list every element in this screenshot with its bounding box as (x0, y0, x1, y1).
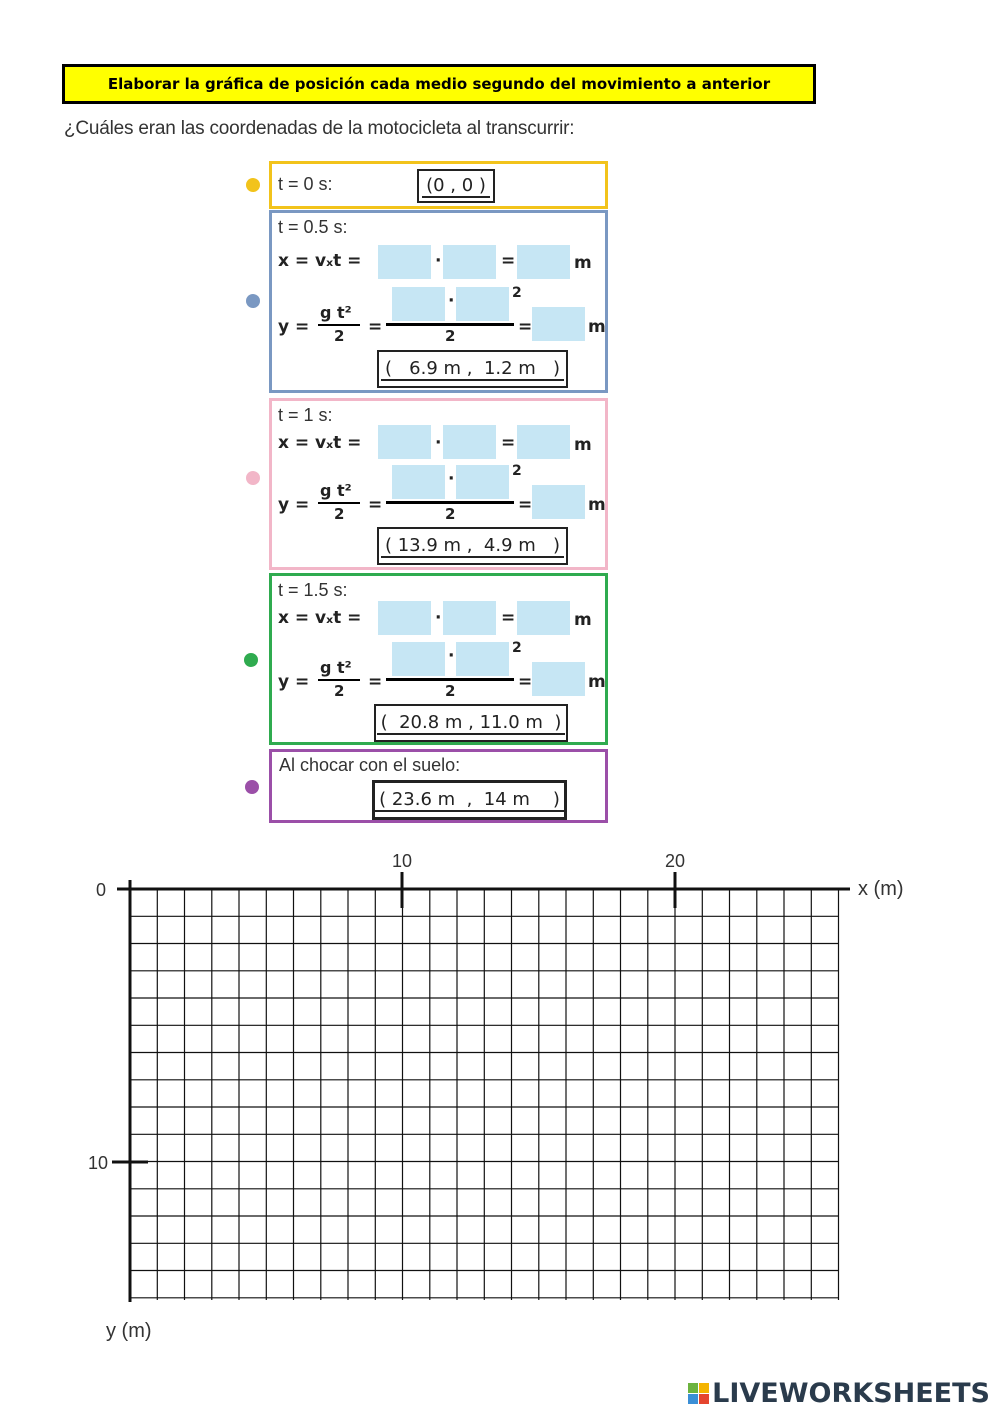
exponent: 2 (512, 463, 522, 479)
frac-den: 2 (334, 505, 345, 523)
unit: m (588, 495, 606, 515)
y-tick-label-0: 0 (96, 880, 107, 900)
x-formula: x = vₓt = (278, 251, 362, 271)
x-input-1[interactable] (378, 245, 431, 279)
x-result-input[interactable] (517, 601, 570, 635)
time-label: t = 0.5 s: (278, 217, 348, 237)
frac-den: 2 (334, 327, 345, 345)
frac-line-small (318, 679, 360, 681)
green-dot-icon (244, 653, 258, 667)
time-label: t = 1 s: (278, 405, 333, 425)
question-text: ¿Cuáles eran las coordenadas de la motocicleta al transcurrir: (64, 118, 575, 139)
x-axis-label: x (m) (858, 878, 904, 900)
mult-dot: · (448, 646, 455, 666)
coordinate-box: ( 23.6 m , 14 m ) (372, 780, 567, 820)
frac-num: g t² (320, 303, 352, 322)
equals: = (501, 433, 516, 453)
position-graph (0, 840, 1000, 1350)
y-input-2[interactable] (456, 642, 509, 676)
frac-line (386, 678, 514, 681)
card-t05 (269, 210, 608, 393)
y-input-1[interactable] (392, 287, 445, 321)
equals: = (518, 317, 533, 337)
frac-den-2: 2 (445, 327, 456, 345)
coordinate-box: ( 13.9 m , 4.9 m ) (377, 527, 568, 565)
mult-dot: · (448, 469, 455, 489)
coordinate-box: ( 20.8 m , 11.0 m ) (374, 704, 568, 742)
mult-dot: · (435, 608, 442, 628)
frac-den-2: 2 (445, 505, 456, 523)
yellow-dot-icon (246, 178, 260, 192)
blue-dot-icon (246, 294, 260, 308)
unit: m (588, 672, 606, 692)
logo-mark-icon (688, 1383, 709, 1404)
purple-dot-icon (245, 780, 259, 794)
frac-num: g t² (320, 658, 352, 677)
y-formula: y = (278, 317, 310, 337)
x-input-1[interactable] (378, 601, 431, 635)
pink-dot-icon (246, 471, 260, 485)
time-label: t = 1.5 s: (278, 580, 348, 600)
x-formula: x = vₓt = (278, 608, 362, 628)
frac-line-small (318, 324, 360, 326)
y-axis-label: y (m) (106, 1320, 152, 1342)
mult-dot: · (448, 291, 455, 311)
y-formula: y = (278, 672, 310, 692)
card-t15 (269, 573, 608, 745)
equals: = (368, 317, 383, 337)
time-label: Al chocar con el suelo: (279, 755, 461, 775)
frac-num: g t² (320, 481, 352, 500)
unit: m (574, 610, 592, 630)
equals: = (501, 608, 516, 628)
instruction-banner: Elaborar la gráfica de posición cada medio segundo del movimiento a anterior (62, 64, 816, 104)
coordinate-box: (0 , 0 ) (417, 169, 495, 203)
y-result-input[interactable] (532, 485, 585, 519)
y-input-1[interactable] (392, 642, 445, 676)
y-formula: y = (278, 495, 310, 515)
x-input-2[interactable] (443, 245, 496, 279)
time-label: t = 0 s: (278, 174, 333, 194)
x-result-input[interactable] (517, 245, 570, 279)
frac-den: 2 (334, 682, 345, 700)
frac-line-small (318, 502, 360, 504)
x-tick-label-10: 10 (391, 851, 413, 871)
y-result-input[interactable] (532, 307, 585, 341)
x-result-input[interactable] (517, 425, 570, 459)
y-tick-label-10: 10 (88, 1153, 109, 1173)
card-t1 (269, 398, 608, 570)
frac-line (386, 323, 514, 326)
liveworksheets-logo: LIVEWORKSHEETS (688, 1378, 990, 1409)
mult-dot: · (435, 251, 442, 271)
unit: m (574, 435, 592, 455)
unit: m (588, 317, 606, 337)
y-result-input[interactable] (532, 662, 585, 696)
equals: = (368, 495, 383, 515)
y-input-1[interactable] (392, 465, 445, 499)
x-input-2[interactable] (443, 601, 496, 635)
x-input-1[interactable] (378, 425, 431, 459)
mult-dot: · (435, 433, 442, 453)
equals: = (518, 495, 533, 515)
x-formula: x = vₓt = (278, 433, 362, 453)
card-ground (269, 749, 608, 823)
y-input-2[interactable] (456, 465, 509, 499)
grid-lines (130, 889, 839, 1300)
equals: = (501, 251, 516, 271)
frac-line (386, 501, 514, 504)
frac-den-2: 2 (445, 682, 456, 700)
exponent: 2 (512, 640, 522, 656)
x-input-2[interactable] (443, 425, 496, 459)
equals: = (368, 672, 383, 692)
equals: = (518, 672, 533, 692)
y-input-2[interactable] (456, 287, 509, 321)
unit: m (574, 253, 592, 273)
x-tick-label-20: 20 (664, 851, 686, 871)
card-t0 (269, 161, 608, 209)
exponent: 2 (512, 285, 522, 301)
coordinate-box: ( 6.9 m , 1.2 m ) (377, 350, 568, 388)
